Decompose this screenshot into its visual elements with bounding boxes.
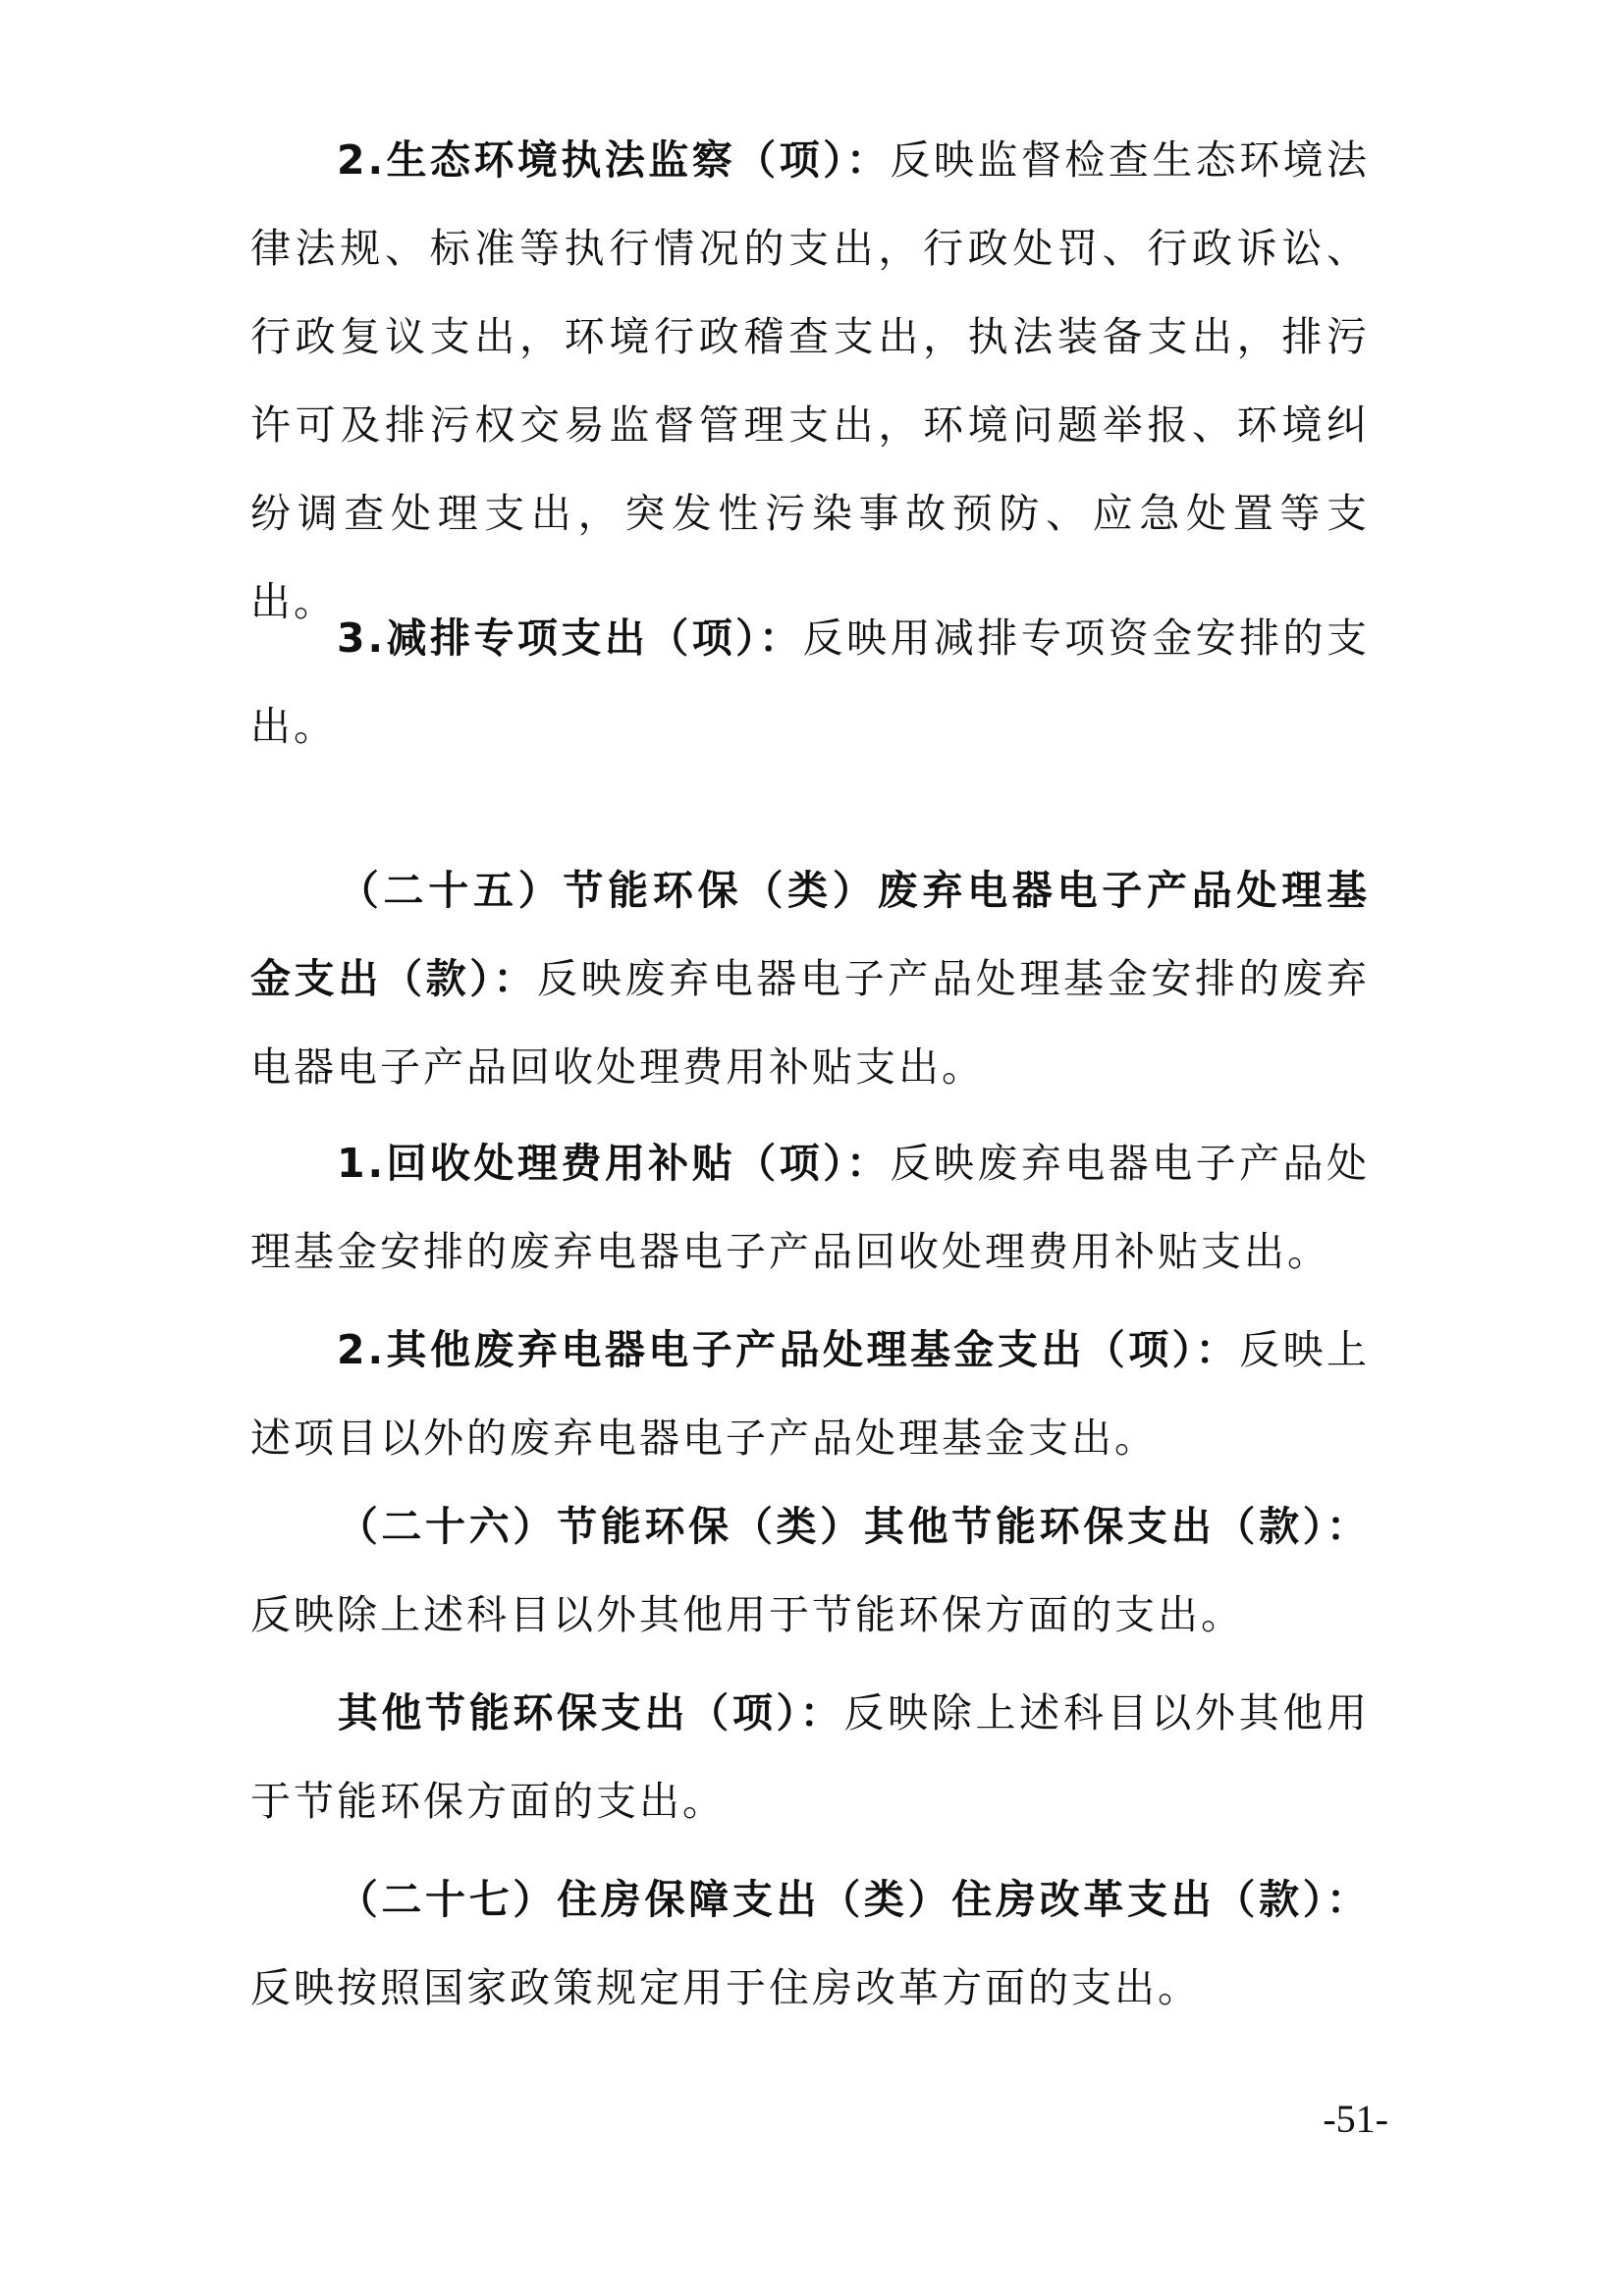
paragraph-heading: 3.减排专项支出（项）： [337, 614, 803, 662]
paragraph-body: 反映废弃电器电子产品处理基金安排的废弃电器电子产品回收处理费用补贴支出。 [250, 1140, 1371, 1275]
paragraph-heading: （二十五）节能环保（类）废弃电器电子产品处理基金支出（款）： [250, 867, 1370, 1002]
paragraph-other-waste-electronics-fund [250, 1306, 1370, 1482]
paragraph-other-energy-saving-xiang [250, 1669, 1370, 1845]
paragraph-body: 反映按照国家政策规定用于住房改革方面的支出。 [250, 1964, 1201, 2011]
paragraph-body: 反映除上述科目以外其他用于节能环保方面的支出。 [250, 1689, 1370, 1825]
paragraph-waste-electronics-fund [250, 846, 1370, 1111]
paragraph-heading: （二十七）住房保障支出（类）住房改革支出（款）： [337, 1876, 1370, 1923]
paragraph-body: 反映上述项目以外的废弃电器电子产品处理基金支出。 [250, 1326, 1370, 1462]
paragraph-body: 反映监督检查生态环境法律法规、标准等执行情况的支出，行政处罚、行政诉讼、行政复议支出，环境行政稽查支出，执法装备支出，排污许可及排污权交易监督管理支出，环境问题举报、环境纠纷调查处理支出，突发性污染事故预防、应急处置等支出。 [250, 136, 1371, 625]
page-number: -51- [1323, 2097, 1388, 2141]
paragraph-other-energy-saving-kuan [250, 1482, 1370, 1659]
paragraph-heading: 1.回收处理费用补贴（项）： [337, 1140, 891, 1187]
paragraph-body: 反映废弃电器电子产品处理基金安排的废弃电器电子产品回收处理费用补贴支出。 [250, 955, 1371, 1091]
paragraph-heading: 其他节能环保支出（项）： [337, 1689, 844, 1736]
paragraph-recycling-subsidy [250, 1119, 1370, 1296]
paragraph-heading: 2.生态环境执法监察（项）： [337, 136, 891, 184]
paragraph-emission-reduction [250, 594, 1370, 771]
paragraph-heading: 2.其他废弃电器电子产品处理基金支出（项）： [337, 1326, 1240, 1373]
paragraph-body: 反映用减排专项资金安排的支出。 [250, 614, 1370, 750]
paragraph-heading: （二十六）节能环保（类）其他节能环保支出（款）： [337, 1503, 1370, 1550]
paragraph-ecology-law-enforcement [250, 116, 1370, 646]
paragraph-housing-reform [250, 1855, 1370, 2032]
paragraph-body: 反映除上述科目以外其他用于节能环保方面的支出。 [250, 1591, 1244, 1638]
